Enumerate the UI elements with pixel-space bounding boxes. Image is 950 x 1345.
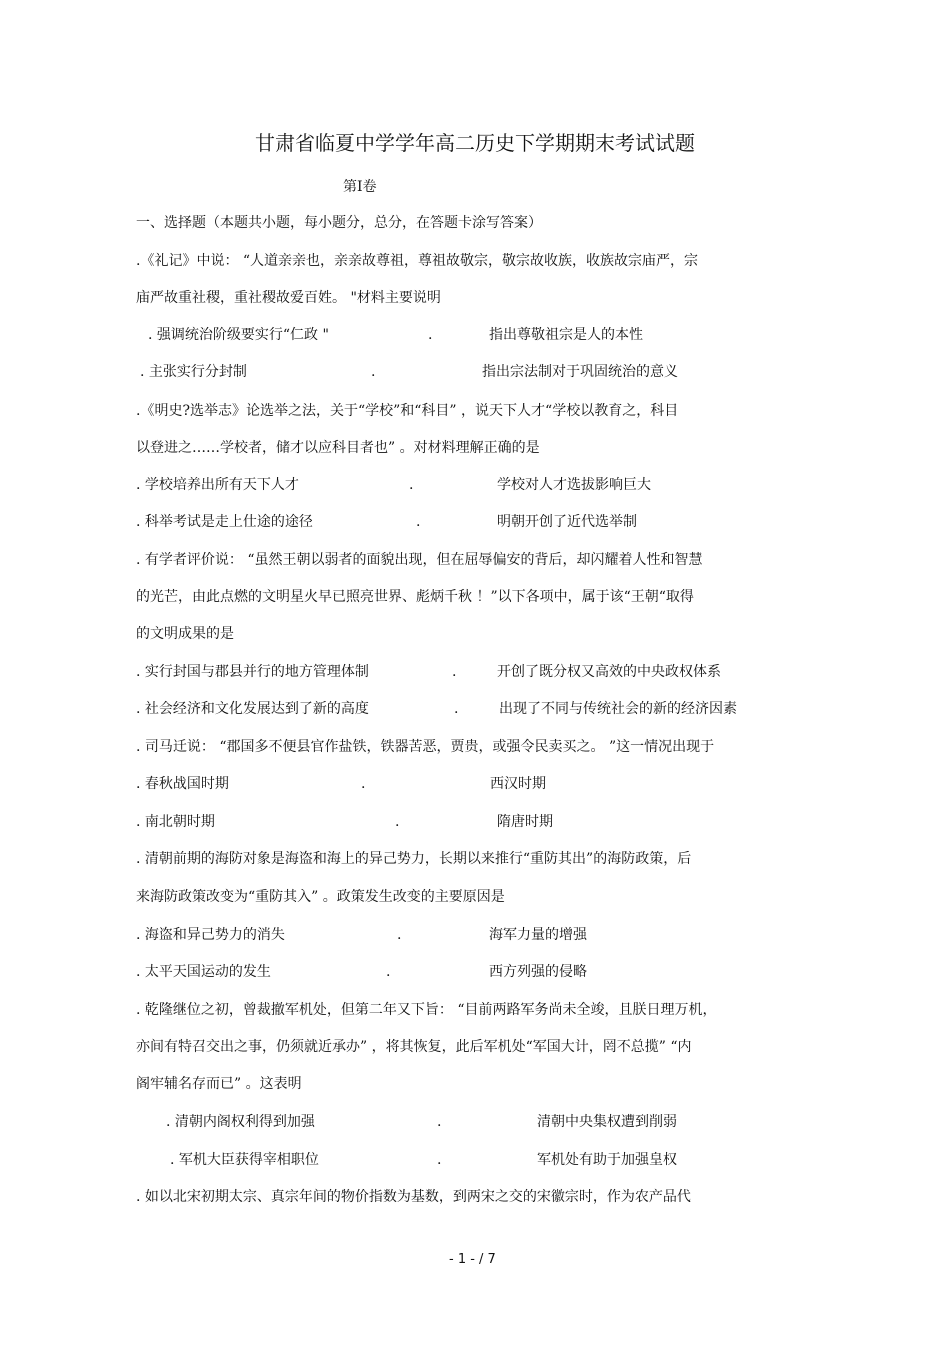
question-stem: . 乾隆继位之初，曾裁撤军机处，但第二年又下旨： “目前两路军务尚未全竣，且朕日理万机， xyxy=(136,1002,717,1018)
option-marker: . xyxy=(397,927,402,943)
question-stem: . 有学者评价说： “虽然王朝以弱者的面貌出现，但在屈辱偏安的背后，却闪耀着人性和智慧 xyxy=(136,552,703,568)
option-c: . 太平天国运动的发生 xyxy=(136,964,271,980)
volume-label: 第Ⅰ卷 xyxy=(343,179,377,195)
option-marker: . xyxy=(454,701,459,717)
option-a: . 强调统治阶级要实行“仁政 " xyxy=(148,327,329,343)
section-heading: 一、选择题（本题共小题，每小题分，总分，在答题卡涂写答案） xyxy=(136,215,542,231)
option-c: . 科举考试是走上仕途的途径 xyxy=(136,514,313,530)
option-marker: . xyxy=(416,514,421,530)
option-d: 隋唐时期 xyxy=(497,814,553,830)
option-marker: . xyxy=(371,364,376,380)
option-a: . 海盗和异己势力的消失 xyxy=(136,927,285,943)
option-d: 指出宗法制对于巩固统治的意义 xyxy=(482,364,678,380)
option-marker: . xyxy=(437,1152,442,1168)
option-c: . 军机大臣获得宰相职位 xyxy=(170,1152,319,1168)
page-title: 甘肃省临夏中学学年高二历史下学期期末考试试题 xyxy=(255,131,695,155)
question-stem: 的文明成果的是 xyxy=(136,626,234,642)
option-c: . 社会经济和文化发展达到了新的高度 xyxy=(136,701,369,717)
option-a: . 学校培养出所有天下人才 xyxy=(136,477,299,493)
option-d: 西方列强的侵略 xyxy=(489,964,587,980)
question-stem: 庙严故重社稷，重社稷故爱百姓。 "材料主要说明 xyxy=(136,290,441,306)
question-stem: .《礼记》中说： “人道亲亲也，亲亲故尊祖，尊祖故敬宗，敬宗故收族，收族故宗庙严，宗 xyxy=(136,253,699,269)
option-c: . 主张实行分封制 xyxy=(140,364,247,380)
option-b: 海军力量的增强 xyxy=(489,927,587,943)
option-b: 学校对人才选拔影响巨大 xyxy=(497,477,651,493)
option-b: 开创了既分权又高效的中央政权体系 xyxy=(497,664,721,680)
question-stem: 以登进之……学校者，储才以应科目者也” 。对材料理解正确的是 xyxy=(136,440,540,456)
option-d: 出现了不同与传统社会的新的经济因素 xyxy=(499,701,737,717)
option-c: . 南北朝时期 xyxy=(136,814,215,830)
question-stem: 亦间有特召交出之事，仍须就近承办” ，将其恢复，此后军机处“军国大计，罔不总揽” “内 xyxy=(136,1039,692,1055)
option-b: 西汉时期 xyxy=(490,776,546,792)
option-a: . 春秋战国时期 xyxy=(136,776,229,792)
option-marker: . xyxy=(361,776,366,792)
question-stem: . 如以北宋初期太宗、真宗年间的物价指数为基数，到两宋之交的宋徽宗时，作为农产品代 xyxy=(136,1189,691,1205)
option-marker: . xyxy=(409,477,414,493)
option-a: . 实行封国与郡县并行的地方管理体制 xyxy=(136,664,369,680)
option-b: 指出尊敬祖宗是人的本性 xyxy=(489,327,643,343)
question-stem: . 司马迁说： “郡国多不便县官作盐铁，铁器苦恶，贾贵，或强令民卖买之。 ”这一情况出现于 xyxy=(136,739,715,755)
option-marker: . xyxy=(386,964,391,980)
option-d: 明朝开创了近代选举制 xyxy=(497,514,637,530)
option-marker: . xyxy=(395,814,400,830)
page-number: - 1 - / 7 xyxy=(449,1252,496,1267)
option-marker: . xyxy=(437,1114,442,1130)
question-stem: .《明史?选举志》论选举之法，关于“学校”和“科目” ，说天下人才“学校以教育之，科目 xyxy=(136,403,679,419)
question-stem: 来海防政策改变为“重防其入” 。政策发生改变的主要原因是 xyxy=(136,889,505,905)
question-stem: 阁牢辅名存而已” 。这表明 xyxy=(136,1076,302,1092)
question-stem: . 清朝前期的海防对象是海盗和海上的异己势力，长期以来推行“重防其出”的海防政策，后 xyxy=(136,851,692,867)
option-marker: . xyxy=(452,664,457,680)
option-d: 军机处有助于加强皇权 xyxy=(537,1152,677,1168)
option-b: 清朝中央集权遭到削弱 xyxy=(537,1114,677,1130)
option-marker: . xyxy=(428,327,433,343)
question-stem: 的光芒，由此点燃的文明星火早已照亮世界、彪炳千秋 ！”以下各项中，属于该“王朝“取得 xyxy=(136,589,694,605)
option-a: . 清朝内阁权利得到加强 xyxy=(166,1114,315,1130)
